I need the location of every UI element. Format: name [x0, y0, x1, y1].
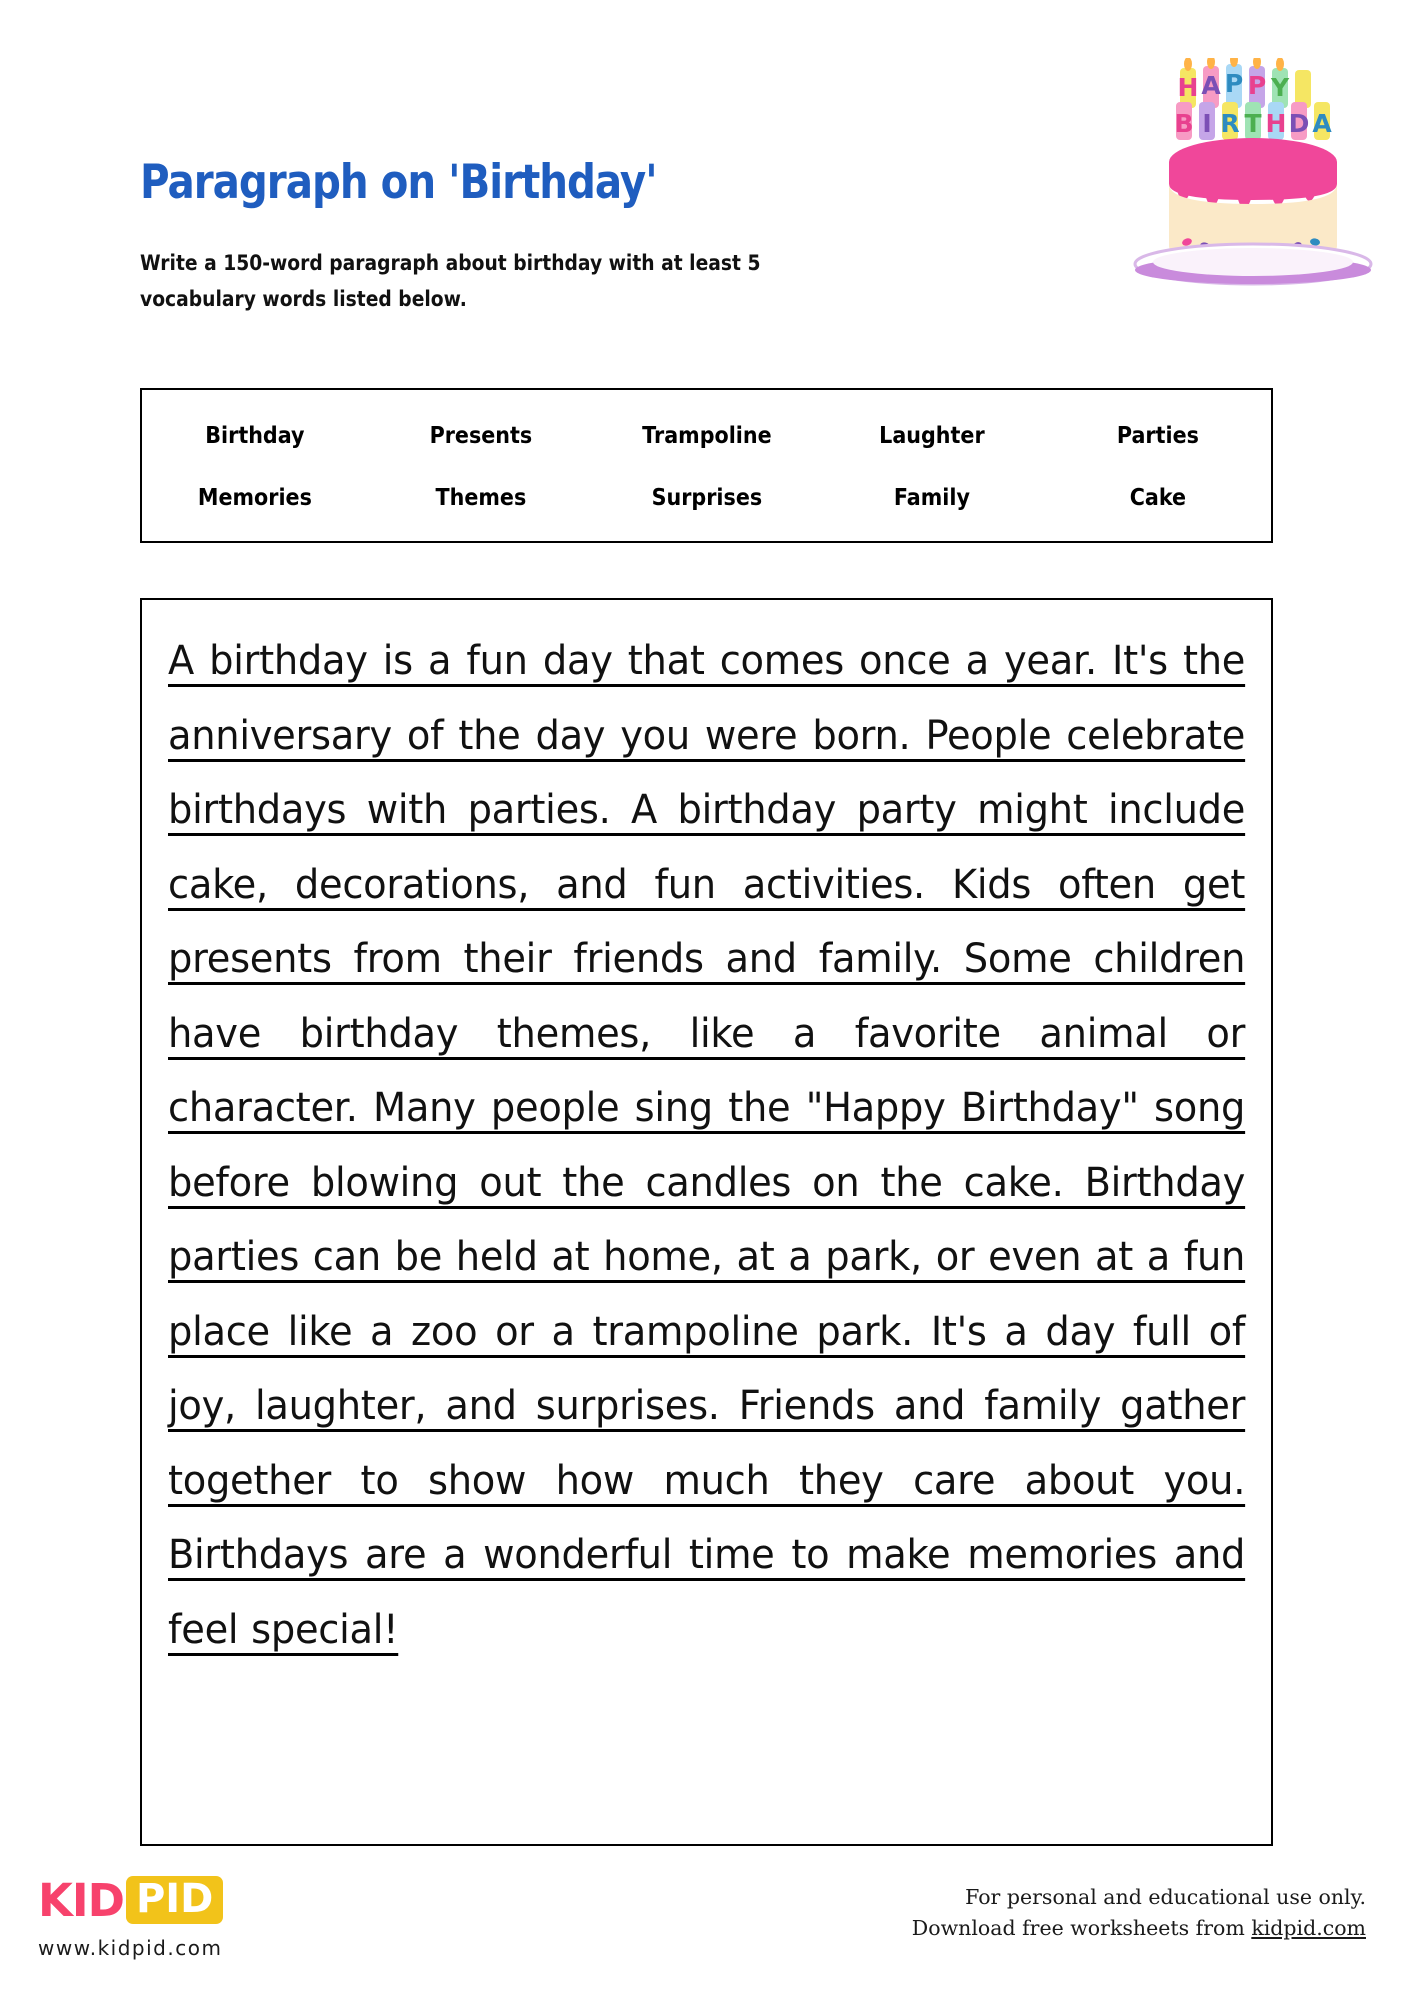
footer-usage-note	[912, 1882, 1366, 1944]
vocabulary-word-bank	[140, 388, 1273, 543]
vocabulary-word: Birthday	[205, 420, 305, 449]
vocabulary-word: Laughter	[879, 420, 986, 449]
vocabulary-word: Cake	[1129, 482, 1187, 511]
logo-mark	[38, 1874, 338, 1926]
page-title: Paragraph on 'Birthday'	[140, 155, 657, 210]
answer-writing-area[interactable]	[140, 598, 1273, 1846]
logo-pid-text: PID	[126, 1876, 223, 1924]
vocabulary-row	[142, 404, 1271, 466]
svg-text:I: I	[1202, 109, 1212, 138]
svg-text:R: R	[1220, 109, 1240, 138]
footer-note-prefix: Download free worksheets from	[911, 1916, 1252, 1940]
svg-text:B: B	[1174, 109, 1194, 138]
worksheet-header	[0, 0, 1414, 312]
svg-text:A: A	[1201, 71, 1221, 100]
svg-text:H: H	[1177, 73, 1199, 102]
logo-website-url: www.kidpid.com	[38, 1936, 223, 1960]
birthday-cake-icon	[1121, 58, 1386, 290]
vocabulary-row	[142, 466, 1271, 528]
footer-note-line1: For personal and educational use only.	[965, 1885, 1366, 1909]
vocabulary-word: Family	[894, 482, 971, 511]
logo-kid-text: KID	[38, 1873, 124, 1927]
svg-text:T: T	[1244, 109, 1262, 138]
svg-text:P: P	[1224, 69, 1244, 98]
footer-note-line2	[912, 1913, 1366, 1944]
svg-text:H: H	[1265, 109, 1287, 138]
vocabulary-word: Themes	[435, 482, 527, 511]
vocabulary-word: Trampoline	[641, 420, 772, 449]
instructions-text: Write a 150-word paragraph about birthday with at least 5 vocabulary words listed below.	[140, 251, 761, 312]
vocabulary-word: Surprises	[651, 482, 762, 511]
kidpid-logo[interactable]	[38, 1874, 338, 1960]
vocabulary-word: Parties	[1117, 420, 1200, 449]
answer-paragraph[interactable]: A birthday is a fun day that comes once a year. It's the anniversary of the day you were born. People celebrate birthdays with parties. A birthday party might include cake, decorations, and fun activities. Kids often get presents from their friends and family. Some children have birthday themes, like a favorite animal or character. Many people sing the "Happy Birthday" song before blowing out the candles on the cake. Birthday parties can be held at home, at a park, or even at a fun place like a zoo or a trampoline park. It's a day full of joy, laughter, and surprises. Friends and family gather together to show how much they care about you. Birthdays are a wonderful time to make memories and feel special!	[168, 638, 1246, 1653]
svg-text:Y: Y	[1270, 73, 1290, 102]
svg-text:P: P	[1247, 71, 1267, 100]
svg-text:D: D	[1288, 109, 1310, 138]
kidpid-download-link[interactable]: kidpid.com	[1251, 1916, 1366, 1940]
worksheet-footer	[0, 1850, 1414, 2000]
vocabulary-word: Memories	[197, 482, 312, 511]
vocabulary-word: Presents	[429, 420, 533, 449]
svg-text:A: A	[1312, 109, 1332, 138]
